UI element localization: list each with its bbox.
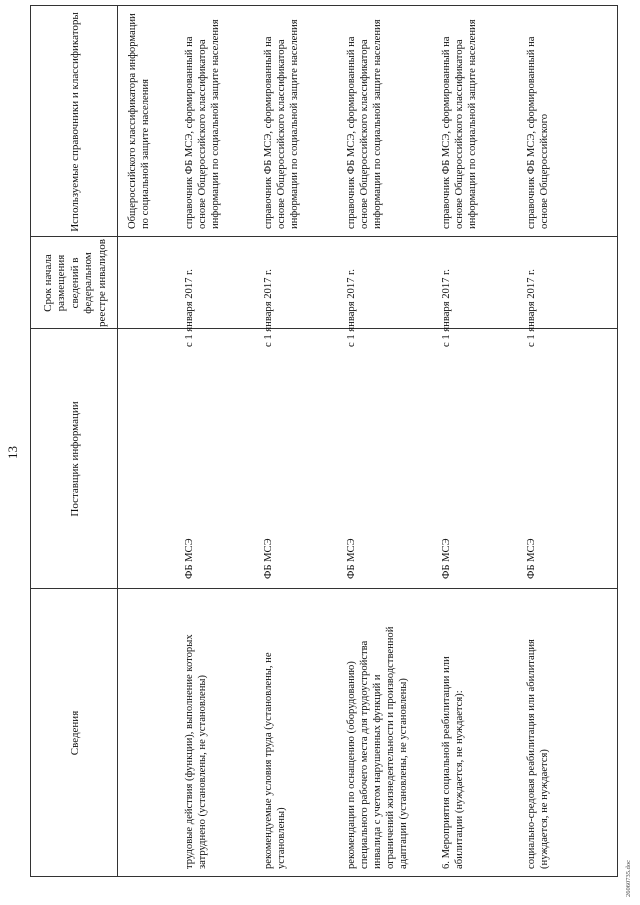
supplier-cell: ФБ МСЭ — [263, 538, 274, 579]
reference-cell: справочник ФБ МСЭ, сформированный на основе Общероссийского классификатора информации по социальной защите населения — [184, 19, 221, 229]
reference-cell: справочник ФБ МСЭ, сформированный на основе Общероссийского классификатора информации по социальной защите населения — [441, 19, 478, 229]
info-cell: рекомендуемые условия труда (установлены, не установлены) — [263, 652, 287, 869]
page-number: 13 — [5, 446, 20, 459]
start-date-cell: с 1 января 2017 г. — [184, 269, 195, 347]
table-border-right — [30, 5, 618, 6]
start-date-cell: с 1 января 2017 г. — [346, 269, 357, 347]
column-divider-1 — [30, 588, 618, 589]
supplier-cell: ФБ МСЭ — [526, 538, 537, 579]
reference-cell: справочник ФБ МСЭ, сформированный на основе Общероссийского классификатора информации по социальной защите населения — [346, 19, 383, 229]
reference-cell: Общероссийского классификатора информации по социальной защите населения — [127, 13, 151, 229]
supplier-cell: ФБ МСЭ — [184, 538, 195, 579]
supplier-cell: ФБ МСЭ — [346, 538, 357, 579]
table-border-left — [30, 876, 618, 877]
supplier-cell: ФБ МСЭ — [441, 538, 452, 579]
section-heading-cell: 6. Мероприятия социальной реабилитации или абилитации (нуждается, не нуждается): — [441, 656, 465, 869]
reference-cell: справочник ФБ МСЭ, сформированный на основе Общероссийского — [526, 36, 550, 229]
column-divider-3 — [30, 236, 618, 237]
header-supplier: Поставщик информации — [68, 401, 81, 517]
document-id: 26060735.doc — [625, 859, 632, 897]
header-start-date: Срок начала размещения сведений в федеральном реестре инвалидов — [41, 239, 108, 327]
info-cell: социально-средовая реабилитация или абилитация (нуждается, не нуждается) — [526, 639, 550, 869]
info-cell: трудовые действия (функции), выполнение которых затруднено (установлены, не установлены) — [184, 634, 208, 869]
start-date-cell: с 1 января 2017 г. — [263, 269, 274, 347]
table-border-top — [30, 5, 31, 877]
info-cell: рекомендации по оснащению (оборудованию) специального рабочего места для трудоустройства инвалида с учетом нарушенных функций и ограничений жизнедеятельности и производственной адаптации (установлены, не установлены) — [346, 626, 409, 869]
table-border-bottom — [617, 5, 618, 877]
reference-cell: справочник ФБ МСЭ, сформированный на основе Общероссийского классификатора информации по социальной защите населения — [263, 19, 300, 229]
start-date-cell: с 1 января 2017 г. — [441, 269, 452, 347]
header-references: Используемые справочники и классификаторы — [68, 12, 81, 232]
start-date-cell: с 1 января 2017 г. — [526, 269, 537, 347]
header-info: Сведения — [68, 710, 81, 756]
